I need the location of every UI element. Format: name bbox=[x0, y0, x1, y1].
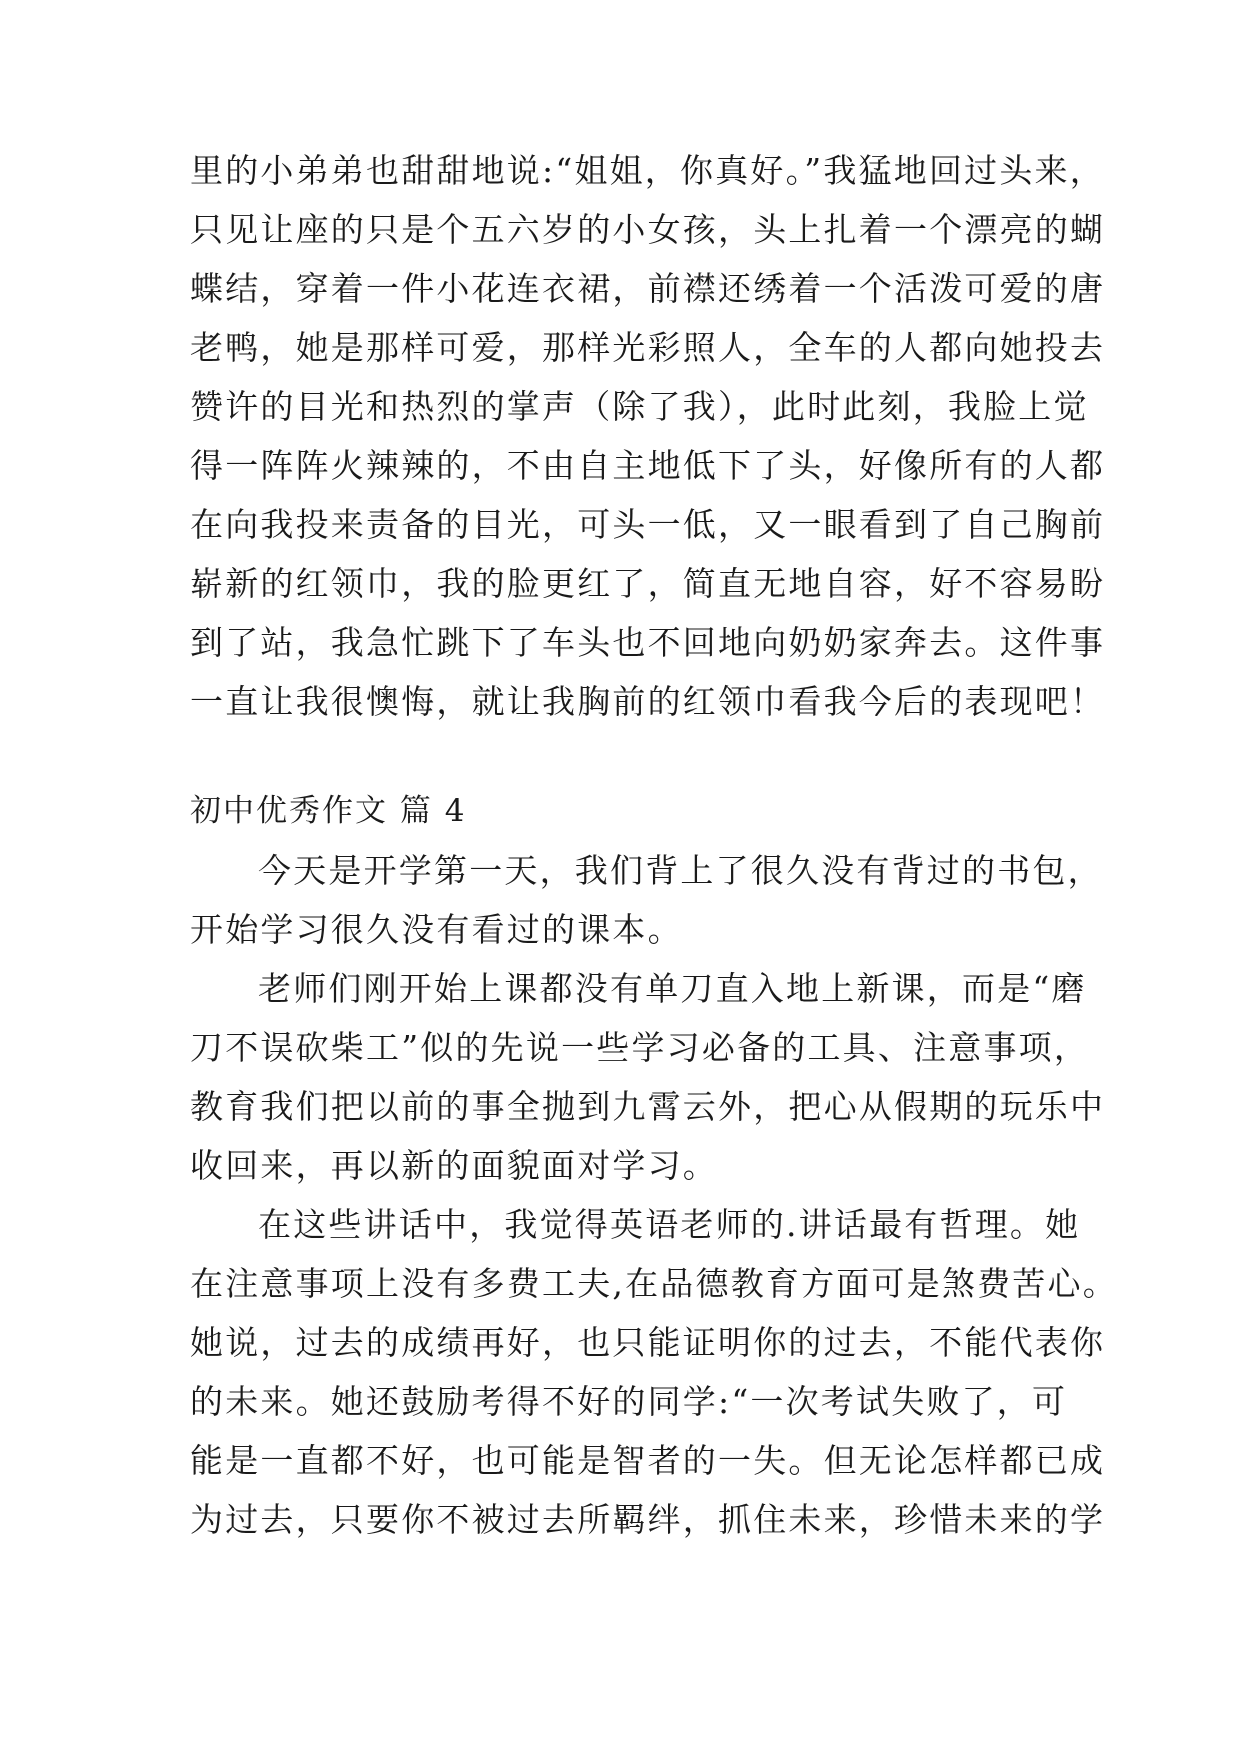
text-line: 老鸭，她是那样可爱，那样光彩照人，全车的人都向她投去 bbox=[190, 328, 1106, 367]
text-line: 只见让座的只是个五六岁的小女孩，头上扎着一个漂亮的蝴 bbox=[190, 210, 1106, 249]
text-line: 今天是开学第一天，我们背上了很久没有背过的书包， bbox=[258, 851, 1103, 890]
text-line: 教育我们把以前的事全抛到九霄云外，把心从假期的玩乐中 bbox=[190, 1087, 1106, 1126]
section-title: 初中优秀作文 篇 4 bbox=[190, 793, 467, 829]
text-line: 赞许的目光和热烈的掌声（除了我），此时此刻，我脸上觉 bbox=[190, 387, 1089, 426]
text-line: 到了站，我急忙跳下了车头也不回地向奶奶家奔去。这件事 bbox=[190, 623, 1106, 662]
text-line: 里的小弟弟也甜甜地说:“姐姐，你真好。”我猛地回过头来， bbox=[190, 151, 1105, 190]
text-line: 蝶结，穿着一件小花连衣裙，前襟还绣着一个活泼可爱的唐 bbox=[190, 269, 1106, 308]
text-line: 在注意事项上没有多费工夫,在品德教育方面可是煞费苦心。 bbox=[190, 1264, 1118, 1303]
text-line: 崭新的红领巾，我的脸更红了，简直无地自容，好不容易盼 bbox=[190, 564, 1106, 603]
text-line: 在向我投来责备的目光，可头一低，又一眼看到了自己胸前 bbox=[190, 505, 1106, 544]
text-line: 在这些讲话中，我觉得英语老师的.讲话最有哲理。她 bbox=[258, 1205, 1081, 1244]
text-line: 的未来。她还鼓励考得不好的同学:“一次考试失败了，可 bbox=[190, 1382, 1068, 1421]
text-line: 她说，过去的成绩再好，也只能证明你的过去，不能代表你 bbox=[190, 1323, 1106, 1362]
text-line: 为过去，只要你不被过去所羁绊，抓住未来，珍惜未来的学 bbox=[190, 1500, 1106, 1539]
text-line: 开始学习很久没有看过的课本。 bbox=[190, 910, 683, 949]
text-line: 能是一直都不好，也可能是智者的一失。但无论怎样都已成 bbox=[190, 1441, 1106, 1480]
text-line: 得一阵阵火辣辣的，不由自主地低下了头，好像所有的人都 bbox=[190, 446, 1106, 485]
text-line: 老师们刚开始上课都没有单刀直入地上新课，而是“磨 bbox=[258, 969, 1087, 1008]
text-line: 刀不误砍柴工”似的先说一些学习必备的工具、注意事项， bbox=[190, 1028, 1090, 1067]
text-line: 一直让我很懊悔，就让我胸前的红领巾看我今后的表现吧！ bbox=[190, 682, 1106, 721]
text-line: 收回来，再以新的面貌面对学习。 bbox=[190, 1146, 718, 1185]
